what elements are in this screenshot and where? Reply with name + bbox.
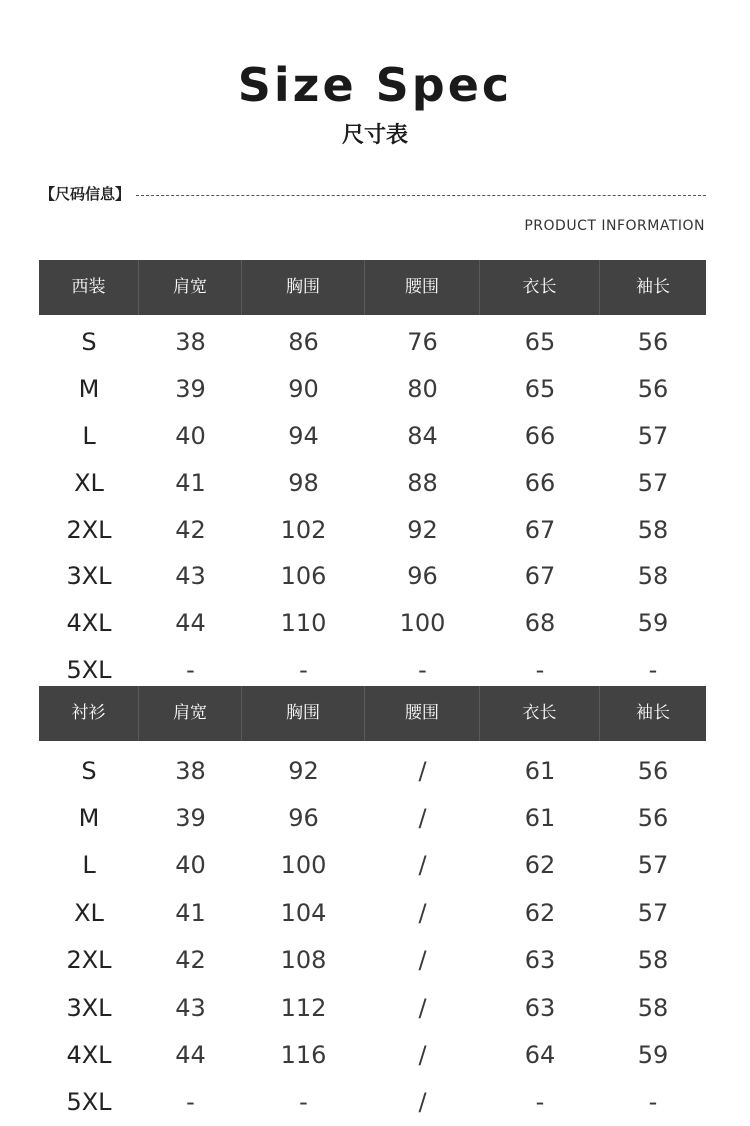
measurement-cell: 96 <box>407 562 438 591</box>
measurement-cell: 64 <box>524 1041 556 1070</box>
measurement-cell: 80 <box>407 375 438 404</box>
measurement-cell: 112 <box>280 993 327 1022</box>
product-information-label: PRODUCT INFORMATION <box>524 218 705 234</box>
measurement-cell: - <box>535 655 545 684</box>
measurement-cell: - <box>648 655 658 684</box>
measurement-cell: 67 <box>524 562 556 591</box>
measurement-cell: / <box>418 756 427 785</box>
measurement-cell: 76 <box>407 328 438 357</box>
measurement-cell: 56 <box>637 375 669 404</box>
measurement-cell: 41 <box>175 898 206 927</box>
measurement-cell: 40 <box>175 421 206 450</box>
measurement-cell: 62 <box>524 898 556 927</box>
measurement-cell: 58 <box>637 515 669 544</box>
table-row <box>39 1031 706 1078</box>
measurement-cell: - <box>535 1088 545 1117</box>
measurement-cell: 44 <box>175 1041 206 1070</box>
measurement-cell: 108 <box>280 946 327 975</box>
measurement-cell: 44 <box>175 609 206 638</box>
measurement-cell: 56 <box>637 804 669 833</box>
table-header <box>39 686 706 741</box>
measurement-cell: / <box>418 1088 427 1117</box>
measurement-cell: - <box>418 655 427 684</box>
measurement-cell: 40 <box>175 851 206 880</box>
measurement-cell: 38 <box>175 328 206 357</box>
measurement-cell: 58 <box>637 946 669 975</box>
size-label-cell: 5XL <box>66 655 112 684</box>
measurement-cell: 56 <box>637 756 669 785</box>
column-header: 衣长 <box>480 260 600 315</box>
measurement-cell: 62 <box>524 851 556 880</box>
measurement-cell: 68 <box>524 609 556 638</box>
size-label-cell: 2XL <box>66 515 112 544</box>
measurement-cell: 61 <box>524 756 556 785</box>
size-label-cell: L <box>82 421 96 450</box>
measurement-cell: 100 <box>280 851 327 880</box>
measurement-cell: 38 <box>175 756 206 785</box>
measurement-cell: 116 <box>280 1041 327 1070</box>
measurement-cell: 56 <box>637 328 669 357</box>
measurement-cell: 92 <box>288 756 319 785</box>
page-title: Size Spec <box>237 58 513 112</box>
table-row <box>39 984 706 1031</box>
measurement-cell: 106 <box>280 562 327 591</box>
measurement-cell: - <box>186 1088 195 1117</box>
dashed-divider <box>136 195 706 196</box>
table-row <box>39 747 706 794</box>
column-header: 衣长 <box>480 686 600 741</box>
measurement-cell: 58 <box>637 562 669 591</box>
size-label-cell: 3XL <box>66 562 112 591</box>
measurement-cell: / <box>418 804 427 833</box>
size-label-cell: M <box>78 804 100 833</box>
column-header: 腰围 <box>365 686 480 741</box>
size-label-cell: 5XL <box>66 1088 112 1117</box>
table-row <box>39 553 706 600</box>
measurement-cell: 88 <box>407 468 438 497</box>
measurement-cell: 57 <box>637 851 669 880</box>
measurement-cell: 92 <box>407 515 438 544</box>
measurement-cell: 58 <box>637 993 669 1022</box>
measurement-cell: / <box>418 993 427 1022</box>
table-row <box>39 937 706 984</box>
size-info-row <box>40 181 706 205</box>
measurement-cell: 57 <box>637 898 669 927</box>
column-header: 胸围 <box>242 686 365 741</box>
measurement-cell: 66 <box>524 421 556 450</box>
column-header: 肩宽 <box>139 686 242 741</box>
measurement-cell: / <box>418 946 427 975</box>
measurement-cell: 86 <box>288 328 319 357</box>
table-row <box>39 794 706 841</box>
size-label-cell: L <box>82 851 96 880</box>
table-body <box>39 315 706 693</box>
column-header: 袖长 <box>636 277 670 297</box>
size-label-cell: S <box>81 756 97 785</box>
size-info-label: 【尺码信息】 <box>40 184 131 203</box>
column-header: 腰围 <box>365 260 480 315</box>
size-label-cell: 4XL <box>66 1041 112 1070</box>
measurement-cell: 66 <box>524 468 556 497</box>
table-row <box>39 889 706 936</box>
table-row <box>39 413 706 460</box>
suit-size-table <box>39 260 706 693</box>
measurement-cell: / <box>418 851 427 880</box>
measurement-cell: 43 <box>175 993 206 1022</box>
page-subtitle: 尺寸表 <box>341 123 408 148</box>
measurement-cell: 96 <box>288 804 319 833</box>
column-header: 袖长 <box>636 703 670 723</box>
measurement-cell: 57 <box>637 468 669 497</box>
measurement-cell: 42 <box>175 946 206 975</box>
measurement-cell: 41 <box>175 468 206 497</box>
table-row <box>39 600 706 647</box>
measurement-cell: 65 <box>524 375 556 404</box>
measurement-cell: - <box>186 655 195 684</box>
table-row <box>39 319 706 366</box>
size-label-cell: 3XL <box>66 993 112 1022</box>
measurement-cell: 94 <box>288 421 319 450</box>
measurement-cell: - <box>299 655 308 684</box>
measurement-cell: 84 <box>407 421 438 450</box>
measurement-cell: 61 <box>524 804 556 833</box>
measurement-cell: - <box>299 1088 308 1117</box>
measurement-cell: 39 <box>175 375 206 404</box>
table-header <box>39 260 706 315</box>
table-row <box>39 506 706 553</box>
measurement-cell: 63 <box>524 993 556 1022</box>
measurement-cell: 43 <box>175 562 206 591</box>
measurement-cell: / <box>418 1041 427 1070</box>
measurement-cell: - <box>648 1088 658 1117</box>
column-header: 西装 <box>39 260 139 315</box>
size-label-cell: 4XL <box>66 609 112 638</box>
measurement-cell: 63 <box>524 946 556 975</box>
table-body <box>39 741 706 1126</box>
measurement-cell: 104 <box>280 898 327 927</box>
measurement-cell: 67 <box>524 515 556 544</box>
table-row <box>39 842 706 889</box>
table-row <box>39 1079 706 1126</box>
measurement-cell: 39 <box>175 804 206 833</box>
measurement-cell: 100 <box>399 609 446 638</box>
size-label-cell: XL <box>74 898 104 927</box>
size-label-cell: 2XL <box>66 946 112 975</box>
size-label-cell: M <box>78 375 100 404</box>
measurement-cell: 98 <box>288 468 319 497</box>
measurement-cell: 110 <box>280 609 327 638</box>
measurement-cell: 65 <box>524 328 556 357</box>
measurement-cell: 57 <box>637 421 669 450</box>
size-label-cell: S <box>81 328 97 357</box>
table-row <box>39 366 706 413</box>
size-label-cell: XL <box>74 468 104 497</box>
column-header: 衬衫 <box>39 686 139 741</box>
measurement-cell: 90 <box>288 375 319 404</box>
column-header: 肩宽 <box>139 260 242 315</box>
measurement-cell: / <box>418 898 427 927</box>
shirt-size-table <box>39 686 706 1126</box>
measurement-cell: 42 <box>175 515 206 544</box>
measurement-cell: 59 <box>637 1041 669 1070</box>
table-row <box>39 459 706 506</box>
measurement-cell: 102 <box>280 515 327 544</box>
column-header: 胸围 <box>242 260 365 315</box>
measurement-cell: 59 <box>637 609 669 638</box>
